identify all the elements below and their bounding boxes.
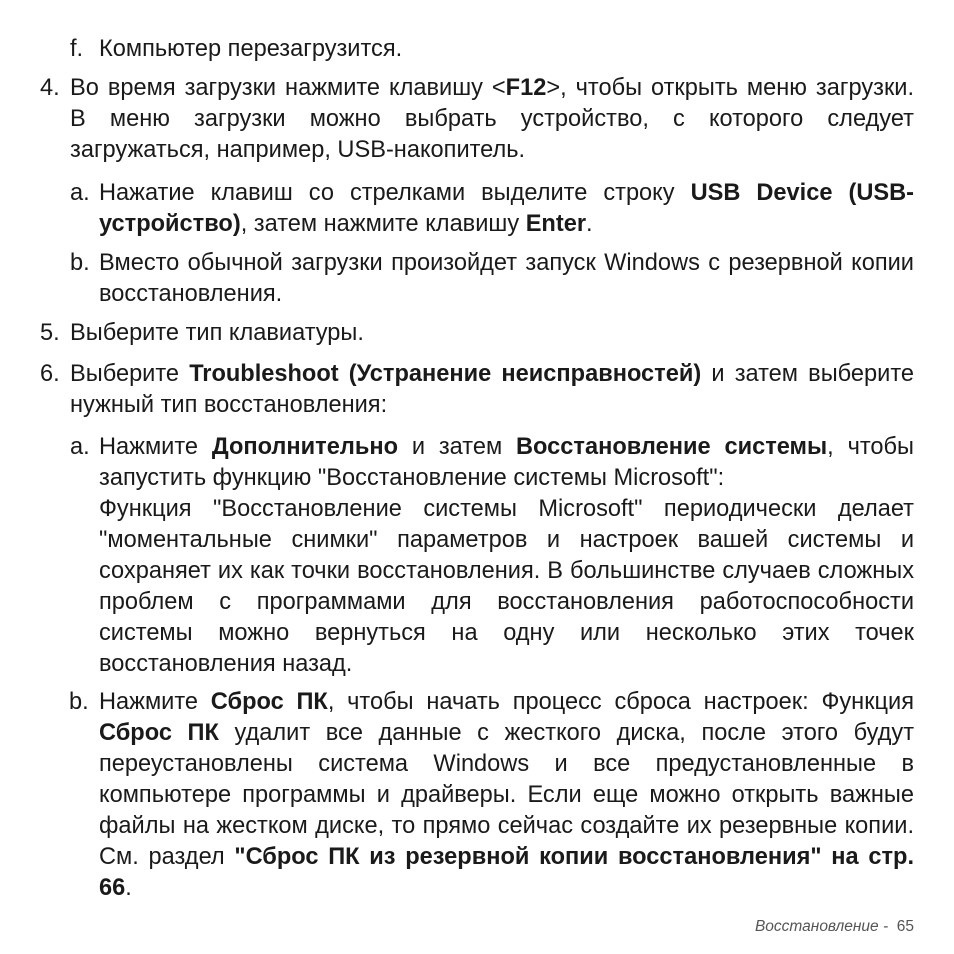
- menu-option: Сброс ПК: [99, 720, 219, 746]
- list-item: [99, 178, 914, 240]
- item-text: удалит все данные с жесткого диска, после этого будут переустановлены система Windows и все предустановленные в компьютере программы и драйверы. Если еще можно открыть важные файлы на жестком диске, то прямо сейчас создайте их резервные копии. См. раздел: [99, 720, 915, 870]
- list-item: [70, 359, 914, 421]
- item-text: , чтобы начать процесс сброса настроек: Функция: [327, 689, 914, 715]
- item-text: и затем: [398, 434, 517, 460]
- key-name: Enter: [525, 211, 586, 237]
- item-text: Нажмите: [99, 434, 212, 460]
- menu-option: Восстановление системы: [516, 434, 828, 460]
- list-marker: b.: [70, 250, 90, 276]
- list-marker: 5.: [40, 320, 60, 346]
- list-marker: 6.: [40, 361, 60, 387]
- item-text: Выберите тип клавиатуры.: [70, 320, 364, 346]
- list-item: [99, 34, 914, 65]
- list-marker: f.: [70, 36, 84, 62]
- item-text: >, чтобы открыть меню загрузки. В меню загрузки можно выбрать устройство, с которого следует загружаться, например, USB-накопитель.: [70, 75, 914, 163]
- list-item: [99, 687, 914, 904]
- item-text: Вместо обычной загрузки произойдет запуск Windows с резервной копии восстановления.: [99, 250, 914, 307]
- list-item: [99, 248, 914, 310]
- item-text: .: [586, 211, 593, 237]
- list-item: [70, 318, 914, 349]
- key-name: F12: [505, 75, 547, 101]
- list-marker: a.: [70, 434, 90, 460]
- cross-reference-link[interactable]: "Сброс ПК из резервной копии восстановления" на стр. 66: [99, 844, 914, 901]
- item-text: и затем выберите нужный тип восстановления:: [70, 361, 914, 418]
- menu-option: Troubleshoot (Устранение неисправностей): [189, 361, 702, 387]
- item-text: Нажмите: [99, 689, 211, 715]
- item-text: Выберите: [70, 361, 190, 387]
- item-text: Нажатие клавиш со стрелками выделите строку: [99, 180, 691, 206]
- item-text: Во время загрузки нажмите клавишу <: [70, 75, 506, 101]
- list-item: [70, 73, 914, 166]
- list-marker: a.: [70, 180, 90, 206]
- page-number: 65: [896, 918, 914, 935]
- menu-option: Сброс ПК: [210, 689, 328, 715]
- item-text: Компьютер перезагрузится.: [99, 36, 403, 62]
- item-description: Функция "Восстановление системы Microsoft" периодически делает "моментальные снимки" параметров и настроек вашей системы и сохраняет их как точки восстановления. В большинстве случаев сложных проблем с программами для восстановления работоспособности системы можно вернуться на одну или несколько этих точек восстановления назад.: [99, 496, 914, 677]
- menu-option: Дополнительно: [211, 434, 399, 460]
- item-text: .: [125, 875, 132, 901]
- item-text: , затем нажмите клавишу: [240, 211, 526, 237]
- list-item: [99, 432, 914, 680]
- footer-section: Восстановление -: [754, 918, 889, 935]
- menu-option: USB Device (USB-устройство): [99, 180, 914, 237]
- list-marker: 4.: [40, 75, 60, 101]
- item-text: , чтобы запустить функцию "Восстановление системы Microsoft":: [99, 434, 914, 491]
- list-marker: b.: [69, 689, 89, 715]
- page-footer: [755, 917, 914, 937]
